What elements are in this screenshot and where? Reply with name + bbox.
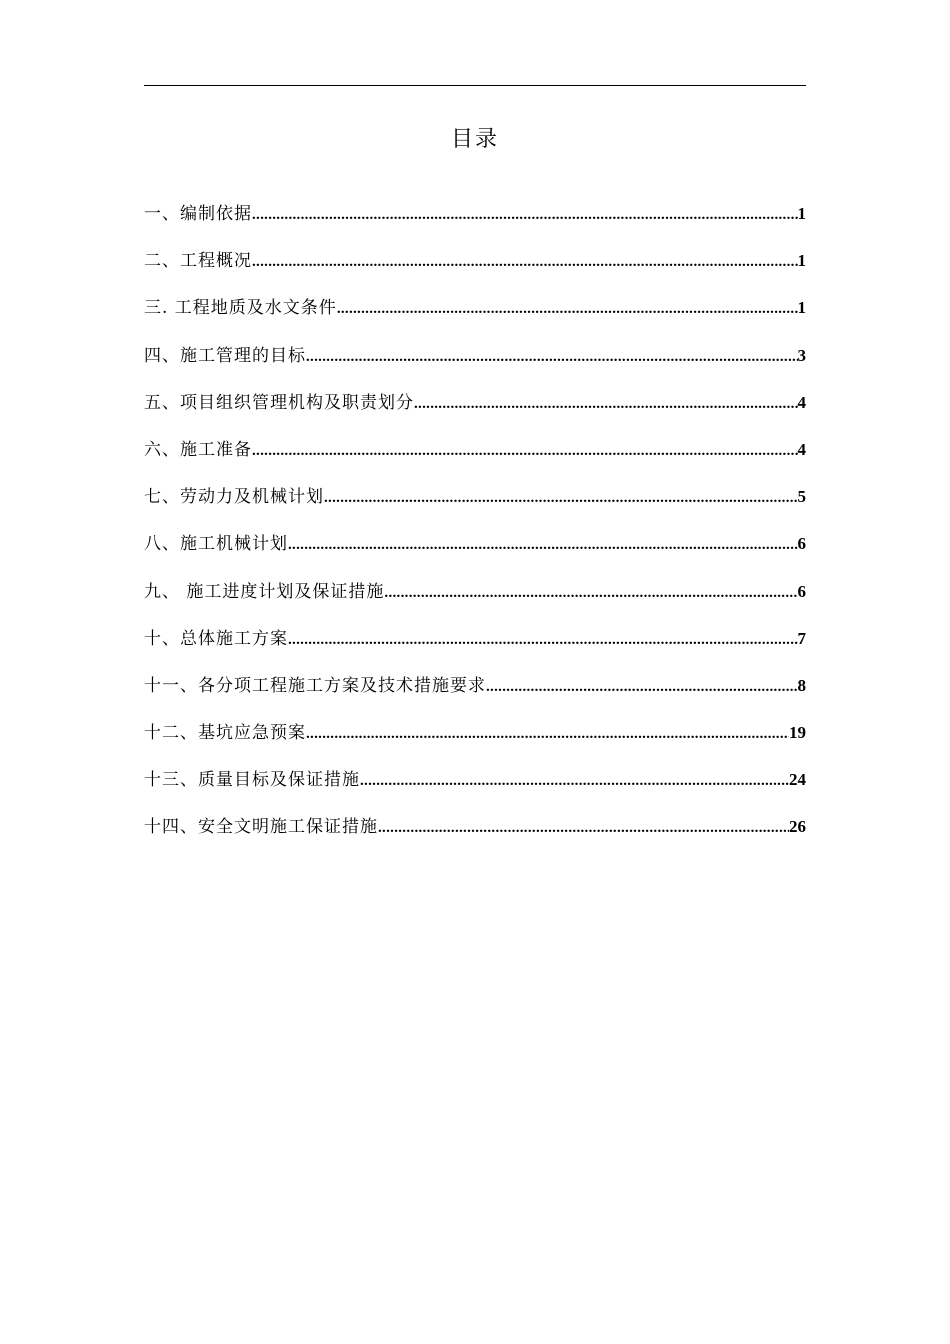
toc-entry-label: 十、总体施工方案 [144,628,288,649]
toc-entry-label: 四、施工管理的目标 [144,345,306,366]
toc-title: 目录 [450,127,499,152]
toc-entry-label: 十一、各分项工程施工方案及技术措施要求 [144,675,486,696]
toc-page-number: 8 [797,675,806,695]
toc-entry-label: 十三、质量目标及保证措施 [144,770,360,791]
toc-dot-leader [252,254,798,271]
toc-dot-leader [384,585,797,602]
toc-dot-leader [324,490,798,507]
toc-entry-4[interactable] [144,341,806,388]
toc-page-number: 1 [797,204,806,223]
header-rule [144,85,806,86]
toc-page-number: 4 [797,439,806,459]
toc-page-number: 7 [797,628,806,648]
toc-entry-14[interactable] [144,812,806,859]
table-of-contents [144,199,806,860]
toc-page-number: 19 [789,723,806,743]
toc-entry-10[interactable] [144,624,806,671]
toc-entry-6[interactable] [144,435,806,482]
toc-entry-label: 一、编制依据 [144,204,252,224]
toc-entry-label: 七、劳动力及机械计划 [144,487,324,508]
toc-entry-2[interactable] [144,246,806,293]
toc-entry-1[interactable] [144,199,806,246]
toc-entry-13[interactable] [144,765,806,812]
toc-entry-label: 八、施工机械计划 [144,534,288,555]
toc-entry-7[interactable] [144,482,806,529]
toc-page-number: 26 [789,817,806,837]
toc-page-number: 4 [797,392,806,412]
toc-entry-label: 五、项目组织管理机构及职责划分 [144,392,414,413]
toc-page-number: 1 [797,251,806,271]
toc-entry-label: 十二、基坑应急预案 [144,723,306,744]
toc-page-number: 1 [797,298,806,318]
toc-entry-9[interactable] [144,577,806,624]
toc-entry-11[interactable] [144,671,806,718]
toc-dot-leader [378,820,789,837]
toc-page-number: 6 [797,581,806,601]
toc-dot-leader [414,396,798,413]
toc-entry-3[interactable] [144,293,806,340]
toc-dot-leader [306,349,798,366]
toc-dot-leader [288,632,798,649]
toc-entry-8[interactable] [144,529,806,576]
toc-entry-label: 九、 施工进度计划及保证措施 [144,581,385,602]
toc-dot-leader [288,537,798,554]
toc-dot-leader [486,679,798,696]
toc-entry-label: 六、施工准备 [144,439,252,460]
toc-dot-leader [252,207,798,224]
toc-dot-leader [252,443,798,460]
toc-dot-leader [360,773,789,790]
toc-entry-label: 十四、安全文明施工保证措施 [144,817,378,838]
toc-entry-5[interactable] [144,388,806,435]
toc-dot-leader [337,301,798,318]
toc-page-number: 6 [797,534,806,554]
toc-page-number: 3 [797,345,806,365]
toc-page-number: 24 [789,770,806,790]
toc-entry-12[interactable] [144,718,806,765]
toc-entry-label: 二、工程概况 [144,251,252,272]
toc-dot-leader [306,726,789,743]
toc-page-number: 5 [797,487,806,507]
toc-entry-label: 三. 工程地质及水文条件 [144,298,337,319]
